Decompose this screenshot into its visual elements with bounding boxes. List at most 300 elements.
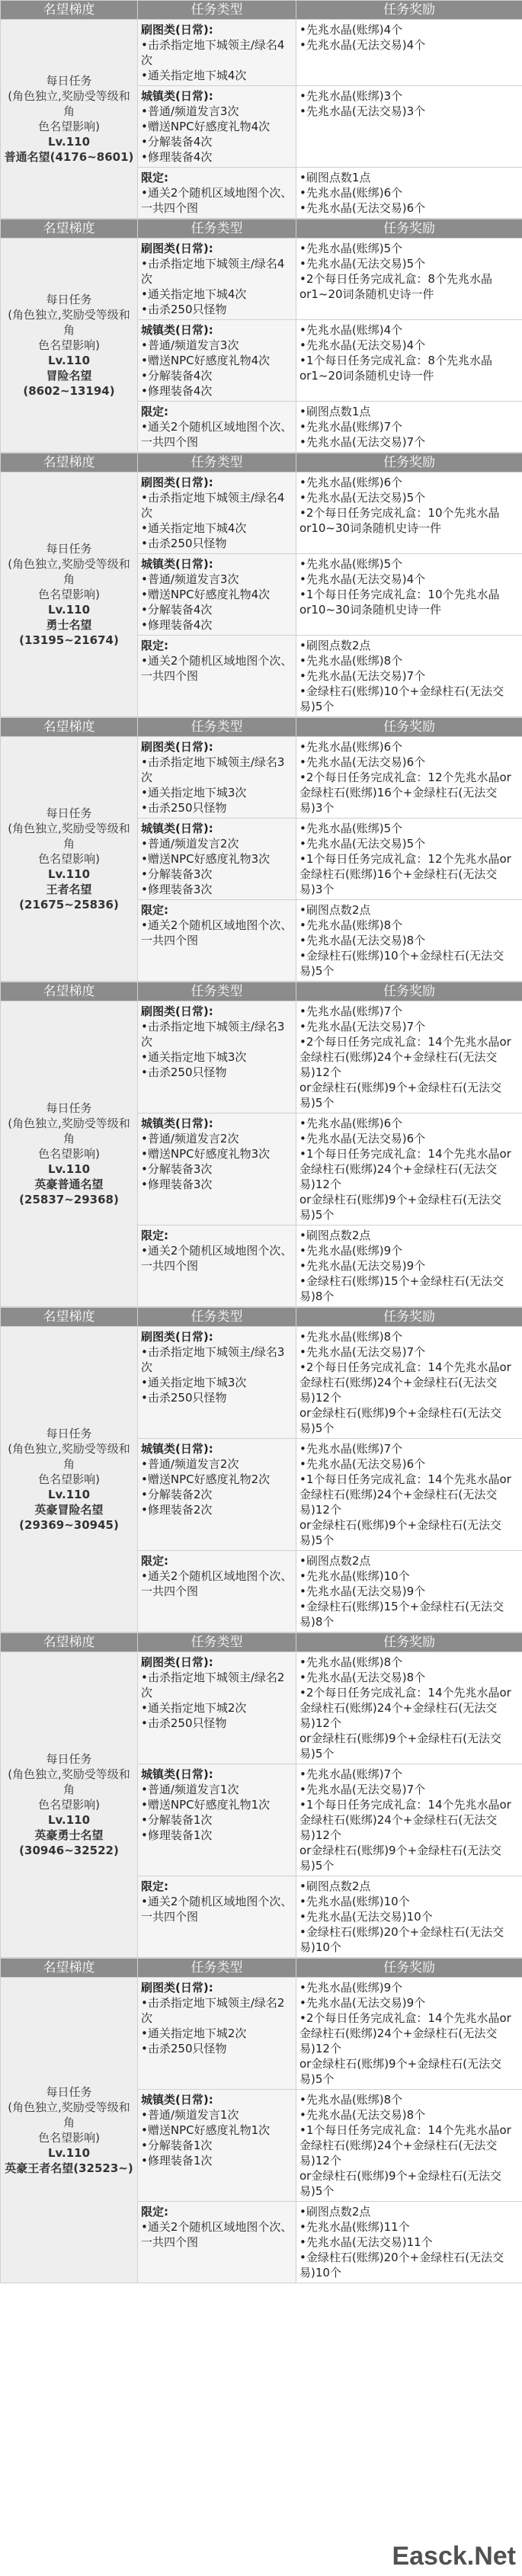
task-item	[141, 2041, 293, 2056]
task-item	[141, 1472, 293, 1487]
header-row	[1, 1633, 522, 1652]
reward-item	[299, 1980, 519, 1995]
task-item-text: 击杀指定地下城领主/绿名2次	[141, 1996, 285, 2025]
task-item	[141, 490, 293, 521]
task-item-text: 赠送NPC好感度礼物4次	[147, 354, 271, 367]
reward-item-text: 先兆水晶(无法交易)6个	[306, 201, 426, 215]
reward-item-text: 先兆水晶(账绑)6个	[306, 476, 403, 489]
task-item	[141, 1344, 293, 1375]
task-item-text: 赠送NPC好感度礼物3次	[147, 1147, 271, 1161]
reward-item	[299, 2168, 519, 2199]
task-item-text: 赠送NPC好感度礼物2次	[147, 1472, 271, 1486]
reward-cell	[296, 1876, 522, 1958]
task-item-text: 击杀指定地下城领主/绿名4次	[141, 38, 285, 67]
reward-item-text: 1个每日任务完成礼盒：10个先兆水晶or10~30词条随机史诗一件	[299, 588, 500, 617]
task-section-title: 刷图类(日常):	[141, 1981, 213, 1994]
rank-line: 色名望影响)	[38, 1472, 100, 1486]
reward-item	[299, 2010, 519, 2056]
task-item	[141, 287, 293, 302]
reward-cell	[296, 554, 522, 636]
task-item	[141, 1131, 293, 1146]
task-item-text: 修理装备2次	[147, 1503, 213, 1517]
reward-item	[299, 2219, 519, 2235]
reward-item-text: 2个每日任务完成礼盒：8个先兆水晶or1~20词条随机史诗一件	[299, 272, 492, 301]
rank-line: 每日任务	[46, 806, 92, 820]
task-item	[141, 1894, 293, 1924]
task-item	[141, 1487, 293, 1502]
reward-item	[299, 2250, 519, 2280]
header-type: 任务类型	[138, 453, 296, 473]
task-section-title: 刷图类(日常):	[141, 1330, 213, 1344]
task-item	[141, 2138, 293, 2153]
task-item-text: 击杀250只怪物	[147, 303, 227, 316]
task-item-text: 分解装备1次	[147, 2139, 213, 2152]
reward-item	[299, 1843, 519, 1873]
reward-item-text: 刷图点数2点	[306, 2205, 371, 2219]
reward-item-text: 先兆水晶(无法交易)6个	[306, 755, 426, 769]
task-type-cell	[138, 20, 296, 86]
task-item	[141, 2026, 293, 2041]
task-item	[141, 1456, 293, 1472]
reward-item-text: 先兆水晶(账绑)8个	[306, 1330, 403, 1344]
header-reward: 任务奖励	[296, 718, 522, 737]
reward-item-text: 先兆水晶(无法交易)8个	[306, 934, 426, 947]
reward-item-text: 先兆水晶(无法交易)8个	[306, 2108, 426, 2122]
task-type-cell	[138, 2090, 296, 2202]
rank-name: 英豪普通名望	[34, 1177, 104, 1191]
header-reward: 任务奖励	[296, 1633, 522, 1652]
header-rank: 名望梯度	[1, 1959, 138, 1978]
reward-item	[299, 1995, 519, 2010]
reward-item	[299, 88, 519, 104]
task-section-title: 刷图类(日常):	[141, 476, 213, 489]
rank-level: Lv.110	[47, 1813, 91, 1827]
reward-item-text: 先兆水晶(账绑)9个	[306, 1981, 403, 1994]
reward-item	[299, 475, 519, 490]
reward-item	[299, 1517, 519, 1548]
reward-item-text: 刷图点数2点	[306, 1229, 371, 1242]
reward-cell	[296, 2202, 522, 2283]
reward-item	[299, 490, 519, 505]
rank-name: 王者名望(21675~25836)	[19, 883, 119, 912]
reward-item-text: 先兆水晶(账绑)8个	[306, 918, 403, 932]
reward-item-text: 先兆水晶(账绑)4个	[306, 23, 403, 37]
rank-line: 色名望影响)	[38, 1147, 100, 1161]
task-item	[141, 587, 293, 602]
reward-item-text: 金绿柱石(账绑)10个+金绿柱石(无法交易)5个	[299, 949, 504, 978]
task-item	[141, 1995, 293, 2026]
reward-item	[299, 668, 519, 684]
task-item	[141, 104, 293, 119]
reward-item-text: 先兆水晶(账绑)10个	[306, 1895, 410, 1908]
reward-item	[299, 434, 519, 450]
tier-table-5	[0, 982, 522, 1307]
reward-item	[299, 1131, 519, 1146]
task-section-title: 限定:	[141, 1879, 168, 1893]
header-type: 任务类型	[138, 1633, 296, 1652]
task-item-text: 修理装备4次	[147, 618, 213, 632]
reward-item	[299, 1894, 519, 1909]
task-section-title: 城镇类(日常):	[141, 822, 213, 835]
task-item-text: 通关指定地下城3次	[147, 786, 247, 799]
task-item	[141, 1828, 293, 1843]
task-section-title: 城镇类(日常):	[141, 1117, 213, 1130]
task-section-title: 刷图类(日常):	[141, 23, 213, 37]
rank-level: Lv.110	[47, 1162, 91, 1176]
task-type-cell	[138, 473, 296, 554]
reward-item-text: 金绿柱石(账绑)10个+金绿柱石(无法交易)5个	[299, 684, 504, 713]
task-item-text: 击杀指定地下城领主/绿名2次	[141, 1671, 285, 1700]
reward-item	[299, 1344, 519, 1360]
task-section-title: 限定:	[141, 639, 168, 652]
task-item	[141, 800, 293, 815]
section-row	[1, 1327, 522, 1439]
reward-item	[299, 1146, 519, 1192]
reward-item	[299, 851, 519, 897]
reward-item	[299, 587, 519, 617]
task-item	[141, 851, 293, 867]
rank-cell	[1, 20, 138, 219]
header-rank: 名望梯度	[1, 1633, 138, 1652]
reward-item-text: 先兆水晶(无法交易)10个	[306, 1910, 433, 1924]
task-type-cell	[138, 1113, 296, 1226]
rank-line: 色名望影响)	[38, 120, 100, 133]
reward-item-text: 先兆水晶(账绑)6个	[306, 1117, 403, 1130]
reward-cell	[296, 473, 522, 554]
header-row	[1, 718, 522, 737]
task-section-title: 限定:	[141, 903, 168, 917]
header-reward: 任务奖励	[296, 1959, 522, 1978]
task-item-text: 通关指定地下城4次	[147, 287, 247, 301]
reward-item-text: 先兆水晶(无法交易)7个	[306, 1783, 426, 1796]
rank-cell	[1, 1652, 138, 1958]
header-row	[1, 1959, 522, 1978]
task-item-text: 击杀250只怪物	[147, 1065, 227, 1079]
reward-item	[299, 1004, 519, 1019]
section-row	[1, 737, 522, 819]
task-item-text: 通关2个随机区域地图个次、一共四个图	[141, 654, 293, 683]
task-item-text: 击杀指定地下城领主/绿名3次	[141, 1020, 285, 1049]
reward-item	[299, 572, 519, 587]
task-item-text: 通关指定地下城3次	[147, 1050, 247, 1064]
task-type-cell	[138, 1652, 296, 1764]
reward-item-text: 刷图点数1点	[306, 171, 371, 184]
task-item-text: 通关2个随机区域地图个次、一共四个图	[141, 420, 293, 449]
task-type-cell	[138, 819, 296, 900]
reward-item	[299, 755, 519, 770]
task-item-text: 普通/频道发言3次	[147, 338, 239, 352]
header-rank: 名望梯度	[1, 718, 138, 737]
tier-table-3	[0, 453, 522, 717]
watermark-logo: Easck.Net	[392, 2542, 516, 2571]
reward-item	[299, 185, 519, 200]
reward-item-text: 先兆水晶(账绑)6个	[306, 186, 403, 200]
reward-item	[299, 2056, 519, 2087]
header-type: 任务类型	[138, 1308, 296, 1327]
task-item	[141, 1390, 293, 1405]
rank-level: Lv.110	[47, 354, 91, 367]
rank-line: (角色独立,奖励受等级和角	[8, 822, 130, 851]
section-row	[1, 20, 522, 86]
reward-item	[299, 948, 519, 979]
task-item-text: 通关指定地下城4次	[147, 521, 247, 535]
task-item-text: 普通/频道发言1次	[147, 1783, 239, 1796]
task-item-text: 分解装备4次	[147, 603, 213, 617]
reward-item-text: or金绿柱石(账绑)9个+金绿柱石(无法交易)5个	[299, 2169, 502, 2198]
task-item-text: 击杀指定地下城领主/绿名4次	[141, 491, 285, 520]
task-item	[141, 1700, 293, 1716]
task-section-title: 刷图类(日常):	[141, 740, 213, 754]
task-item-text: 击杀250只怪物	[147, 537, 227, 550]
task-item-text: 修理装备3次	[147, 883, 213, 896]
section-row	[1, 1001, 522, 1113]
task-item-text: 普通/频道发言2次	[147, 1132, 239, 1145]
section-row	[1, 1652, 522, 1764]
rank-cell	[1, 1978, 138, 2283]
reward-item	[299, 256, 519, 271]
task-item-text: 击杀250只怪物	[147, 2042, 227, 2055]
task-item	[141, 302, 293, 317]
task-type-cell	[138, 1439, 296, 1551]
reward-item	[299, 638, 519, 653]
header-type: 任务类型	[138, 1, 296, 20]
reward-item-text: 先兆水晶(无法交易)8个	[306, 1671, 426, 1684]
task-section-title: 城镇类(日常):	[141, 2093, 213, 2107]
rank-name: (29369~30945)	[19, 1518, 119, 1532]
reward-item-text: 金绿柱石(账绑)20个+金绿柱石(无法交易)10个	[299, 1925, 504, 1954]
section-row	[1, 473, 522, 554]
reward-item-text: 1个每日任务完成礼盒：12个先兆水晶or金绿柱石(账绑)16个+金绿柱石(无法交易)3个	[299, 852, 511, 896]
reward-item	[299, 684, 519, 714]
reward-item-text: 金绿柱石(账绑)15个+金绿柱石(无法交易)8个	[299, 1274, 504, 1303]
task-item-text: 通关指定地下城2次	[147, 1701, 247, 1715]
task-item	[141, 256, 293, 287]
task-item	[141, 1568, 293, 1599]
task-item-text: 通关2个随机区域地图个次、一共四个图	[141, 1895, 293, 1924]
rank-line: 色名望影响)	[38, 1798, 100, 1812]
task-type-cell	[138, 1001, 296, 1113]
task-item	[141, 521, 293, 536]
reward-item	[299, 1767, 519, 1782]
reward-cell	[296, 2090, 522, 2202]
task-section-title: 刷图类(日常):	[141, 1004, 213, 1018]
reward-cell	[296, 1439, 522, 1551]
reward-item-text: 刷图点数2点	[306, 903, 371, 917]
reward-item	[299, 1034, 519, 1080]
task-item-text: 修理装备1次	[147, 2154, 213, 2167]
reward-item-text: 1个每日任务完成礼盒：14个先兆水晶or金绿柱石(账绑)24个+金绿柱石(无法交易)12个	[299, 1798, 511, 1842]
reward-item-text: 2个每日任务完成礼盒：14个先兆水晶or金绿柱石(账绑)24个+金绿柱石(无法交易)12个	[299, 1360, 511, 1405]
task-item	[141, 572, 293, 587]
reward-item-text: 刷图点数1点	[306, 405, 371, 418]
reward-item-text: 2个每日任务完成礼盒：10个先兆水晶or10~30词条随机史诗一件	[299, 506, 500, 535]
tier-table-7	[0, 1632, 522, 1958]
reward-item	[299, 1243, 519, 1258]
reward-item-text: or金绿柱石(账绑)9个+金绿柱石(无法交易)5个	[299, 2057, 502, 2086]
reward-item	[299, 505, 519, 536]
reward-item	[299, 22, 519, 37]
rank-cell	[1, 1327, 138, 1632]
reward-item	[299, 1405, 519, 1436]
rank-line: (角色独立,奖励受等级和角	[8, 1117, 130, 1145]
task-item-text: 通关2个随机区域地图个次、一共四个图	[141, 1569, 293, 1598]
task-section-title: 城镇类(日常):	[141, 557, 213, 571]
reward-cell	[296, 239, 522, 320]
section-row	[1, 1978, 522, 2090]
header-reward: 任务奖励	[296, 453, 522, 473]
rank-name: 普通名望(4176~8601)	[4, 150, 134, 164]
reward-item	[299, 2123, 519, 2168]
rank-line: (角色独立,奖励受等级和角	[8, 308, 130, 337]
task-type-cell	[138, 168, 296, 219]
task-item-text: 通关2个随机区域地图个次、一共四个图	[141, 2220, 293, 2249]
reward-item-text: 先兆水晶(无法交易)4个	[306, 572, 426, 586]
header-row	[1, 1, 522, 20]
rank-cell	[1, 473, 138, 717]
reward-item-text: 先兆水晶(无法交易)6个	[306, 1457, 426, 1471]
reward-item-text: 先兆水晶(账绑)7个	[306, 1442, 403, 1456]
task-section-title: 限定:	[141, 171, 168, 184]
task-item-text: 赠送NPC好感度礼物1次	[147, 1798, 271, 1812]
task-section-title: 城镇类(日常):	[141, 323, 213, 337]
header-rank: 名望梯度	[1, 982, 138, 1001]
reward-item	[299, 933, 519, 948]
task-item	[141, 1243, 293, 1274]
reward-item	[299, 1258, 519, 1274]
reward-item	[299, 2107, 519, 2123]
task-section-title: 城镇类(日常):	[141, 1767, 213, 1781]
reward-item	[299, 37, 519, 53]
header-row	[1, 453, 522, 473]
reward-item	[299, 271, 519, 302]
reward-item-text: or金绿柱石(账绑)9个+金绿柱石(无法交易)5个	[299, 1732, 502, 1761]
task-item	[141, 536, 293, 551]
reward-item-text: 先兆水晶(账绑)11个	[306, 2220, 410, 2234]
reward-item-text: 先兆水晶(无法交易)7个	[306, 435, 426, 449]
reward-item	[299, 902, 519, 918]
reward-item	[299, 404, 519, 419]
reward-item	[299, 556, 519, 572]
reward-cell	[296, 636, 522, 717]
reward-item-text: 先兆水晶(无法交易)7个	[306, 1020, 426, 1033]
reward-item	[299, 1192, 519, 1222]
task-item-text: 分解装备2次	[147, 1488, 213, 1501]
rank-line: 色名望影响)	[38, 2131, 100, 2145]
task-type-cell	[138, 900, 296, 982]
reward-cell	[296, 1978, 522, 2090]
reward-item-text: or金绿柱石(账绑)9个+金绿柱石(无法交易)5个	[299, 1518, 502, 1547]
rank-line: 每日任务	[46, 293, 92, 306]
reward-item-text: 先兆水晶(账绑)8个	[306, 2093, 403, 2107]
task-item-text: 普通/频道发言1次	[147, 2108, 239, 2122]
header-rank: 名望梯度	[1, 453, 138, 473]
rank-line: (角色独立,奖励受等级和角	[8, 557, 130, 586]
rank-cell	[1, 737, 138, 982]
header-rank: 名望梯度	[1, 1308, 138, 1327]
task-type-cell	[138, 320, 296, 402]
reward-item-text: 先兆水晶(无法交易)6个	[306, 1132, 426, 1145]
reward-item	[299, 104, 519, 119]
header-type: 任务类型	[138, 1959, 296, 1978]
task-type-cell	[138, 554, 296, 636]
reward-item-text: 2个每日任务完成礼盒：14个先兆水晶or金绿柱石(账绑)24个+金绿柱石(无法交易)12个	[299, 1035, 511, 1079]
header-reward: 任务奖励	[296, 1308, 522, 1327]
task-item	[141, 1019, 293, 1049]
task-item	[141, 2219, 293, 2250]
reward-item	[299, 1782, 519, 1797]
reward-item-text: or金绿柱石(账绑)9个+金绿柱石(无法交易)5个	[299, 1193, 502, 1222]
task-section-title: 限定:	[141, 1229, 168, 1242]
rank-line: (角色独立,奖励受等级和角	[8, 1442, 130, 1471]
task-item-text: 修理装备1次	[147, 1828, 213, 1842]
reward-item	[299, 241, 519, 256]
reward-item-text: 刷图点数2点	[306, 1554, 371, 1568]
task-item	[141, 338, 293, 353]
rank-line: 每日任务	[46, 542, 92, 556]
section-row	[1, 239, 522, 320]
header-reward: 任务奖励	[296, 982, 522, 1001]
task-item	[141, 1502, 293, 1517]
reward-item	[299, 918, 519, 933]
task-section-title: 刷图类(日常):	[141, 1655, 213, 1669]
reward-cell	[296, 86, 522, 168]
task-item	[141, 185, 293, 216]
task-item	[141, 1049, 293, 1065]
header-row	[1, 982, 522, 1001]
task-item-text: 分解装备3次	[147, 1162, 213, 1176]
task-item	[141, 119, 293, 134]
header-type: 任务类型	[138, 718, 296, 737]
reward-cell	[296, 1652, 522, 1764]
reward-item-text: 先兆水晶(账绑)10个	[306, 1569, 410, 1583]
reward-item-text: 先兆水晶(账绑)5个	[306, 822, 403, 835]
reward-item	[299, 1797, 519, 1843]
reward-cell	[296, 1226, 522, 1307]
task-item-text: 修理装备4次	[147, 384, 213, 398]
reward-cell	[296, 737, 522, 819]
task-item-text: 普通/频道发言3次	[147, 104, 239, 118]
reward-cell	[296, 1551, 522, 1632]
task-type-cell	[138, 402, 296, 453]
rank-line: 每日任务	[46, 1752, 92, 1766]
rank-line: 色名望影响)	[38, 852, 100, 866]
header-type: 任务类型	[138, 219, 296, 239]
reward-item-text: 先兆水晶(无法交易)9个	[306, 1259, 426, 1273]
task-item-text: 通关2个随机区域地图个次、一共四个图	[141, 1244, 293, 1273]
task-item	[141, 68, 293, 83]
tier-table-6	[0, 1307, 522, 1632]
reward-cell	[296, 1113, 522, 1226]
task-item	[141, 785, 293, 800]
task-item	[141, 1782, 293, 1797]
reward-item-text: 1个每日任务完成礼盒：14个先兆水晶or金绿柱石(账绑)24个+金绿柱石(无法交易)12个	[299, 2123, 511, 2167]
task-type-cell	[138, 1978, 296, 2090]
reward-item	[299, 322, 519, 338]
rank-level: Lv.110	[47, 867, 91, 881]
task-type-cell	[138, 1226, 296, 1307]
reward-cell	[296, 1001, 522, 1113]
reward-item-text: 先兆水晶(账绑)9个	[306, 1244, 403, 1258]
reward-item-text: 先兆水晶(账绑)7个	[306, 420, 403, 434]
reward-item-text: 先兆水晶(账绑)5个	[306, 242, 403, 255]
reward-item	[299, 1080, 519, 1110]
task-item	[141, 1375, 293, 1390]
task-item-text: 普通/频道发言3次	[147, 572, 239, 586]
reward-item-text: 刷图点数2点	[306, 639, 371, 652]
tier-table-1	[0, 0, 522, 219]
header-row	[1, 219, 522, 239]
reward-item-text: 先兆水晶(账绑)7个	[306, 1767, 403, 1781]
